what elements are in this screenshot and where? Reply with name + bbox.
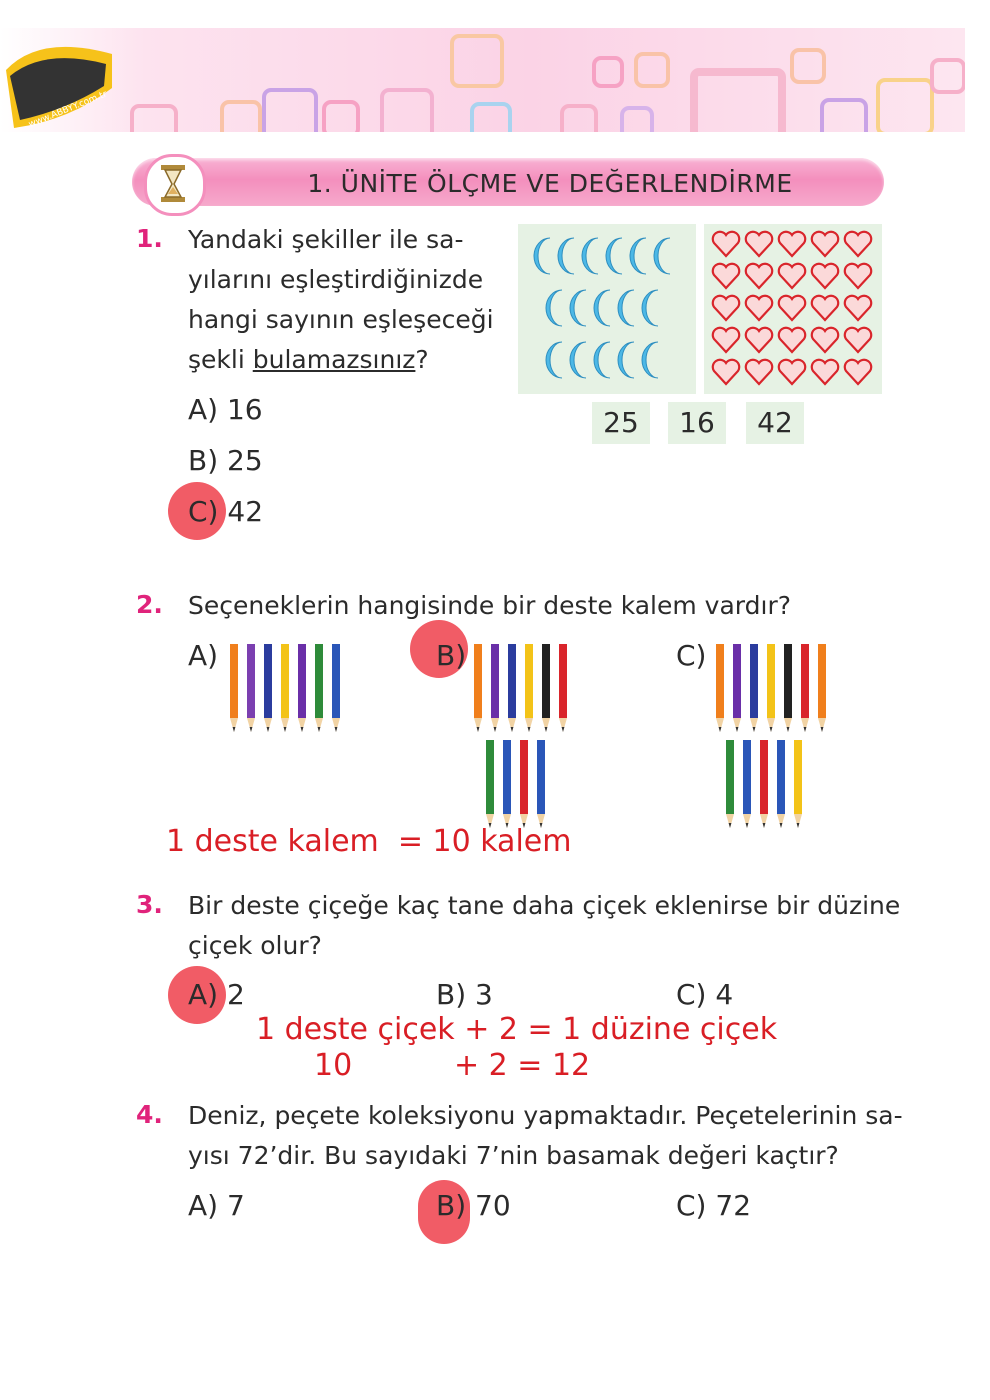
q3-line-2: çiçek olur?: [188, 931, 322, 960]
pencils-group-b-bottom: [484, 738, 564, 830]
number-box-25: 25: [592, 402, 650, 444]
q1-option-b[interactable]: B) 25: [188, 444, 263, 477]
header-banner: [0, 28, 965, 132]
pencils-group-c-top: [712, 642, 836, 734]
q1-line-3: hangi sayının eşleşeceği: [188, 305, 494, 334]
q4-line-2: yısı 72’dir. Bu sayıdaki 7’nin basamak değeri kaçtır?: [188, 1141, 839, 1170]
q1-option-c[interactable]: C) 42: [188, 495, 264, 528]
hourglass-icon: [144, 154, 206, 216]
q1-option-a[interactable]: A) 16: [188, 393, 263, 426]
pencils-group-a: [226, 642, 356, 734]
pencil-icon: [716, 644, 826, 732]
q2-number: 2.: [136, 590, 163, 619]
pencil-icon: [726, 740, 802, 828]
q3-option-c[interactable]: C) 4: [676, 978, 734, 1011]
q1-line-2: yılarını eşleştirdiğinizde: [188, 265, 484, 294]
logo: [0, 40, 118, 132]
heart-icon: [713, 232, 871, 384]
q2-option-b[interactable]: B): [436, 639, 467, 672]
q4-option-a[interactable]: A) 7: [188, 1189, 245, 1222]
pencil-icon: [486, 740, 545, 828]
q2-option-c[interactable]: C): [676, 639, 707, 672]
pencils-group-b-top: [470, 642, 580, 734]
hearts-figure: [704, 224, 882, 394]
q3-answer-line-2b: + 2 = 12: [454, 1048, 591, 1083]
q4-number: 4.: [136, 1100, 163, 1129]
q2-text: Seçeneklerin hangisinde bir deste kalem vardır?: [188, 591, 792, 620]
pencil-icon: [230, 644, 340, 732]
q3-option-b[interactable]: B) 3: [436, 978, 493, 1011]
q1-line-1: Yandaki şekiller ile sa-: [188, 225, 464, 254]
q1-underlined-word: bulamazsınız: [252, 345, 416, 374]
q1-text: [188, 220, 498, 380]
q4-option-b[interactable]: B) 70: [436, 1189, 511, 1222]
q2-option-a[interactable]: A): [188, 639, 219, 672]
q3-answer-line-1: 1 deste çiçek + 2 = 1 düzine çiçek: [256, 1012, 778, 1047]
q1-line-4: şekli bulamazsınız?: [188, 345, 429, 374]
q3-answer-line-2a: 10: [314, 1048, 353, 1083]
page-title: 1. ÜNİTE ÖLÇME VE DEĞERLENDİRME: [307, 169, 793, 198]
q1-number: 1.: [136, 224, 163, 253]
moons-figure: [518, 224, 696, 394]
q3-number: 3.: [136, 890, 163, 919]
number-box-42: 42: [746, 402, 804, 444]
q4-line-1: Deniz, peçete koleksiyonu yapmaktadır. Peçetelerinin sa-: [188, 1101, 903, 1130]
moon-icon: [534, 238, 670, 274]
logo-text: www.ABBYY.com.tr: [27, 89, 109, 130]
q2-answer-note: 1 deste kalem = 10 kalem: [166, 824, 572, 859]
q3-option-a[interactable]: A) 2: [188, 978, 245, 1011]
q3-line-1: Bir deste çiçeğe kaç tane daha çiçek eklenirse bir düzine: [188, 891, 901, 920]
q4-option-c[interactable]: C) 72: [676, 1189, 752, 1222]
pencils-group-c-bottom: [724, 738, 816, 830]
number-box-16: 16: [668, 402, 726, 444]
pencil-icon: [474, 644, 567, 732]
